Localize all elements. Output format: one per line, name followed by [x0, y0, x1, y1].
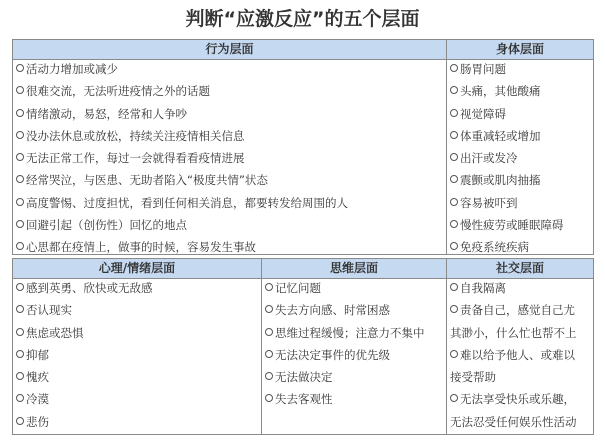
- list-item-text: 没办法休息或放松，持续关注疫情相关信息: [26, 128, 245, 143]
- circle-bullet-icon: [450, 350, 458, 358]
- social-list: [450, 277, 592, 433]
- circle-bullet-icon: [265, 350, 273, 358]
- list-item: [16, 58, 444, 80]
- circle-bullet-icon: [265, 394, 273, 402]
- circle-bullet-icon: [450, 175, 458, 183]
- circle-bullet-icon: [16, 328, 24, 336]
- list-item-text: 高度警惕、过度担忧，看到任何相关消息，都要转发给周围的人: [26, 195, 348, 210]
- list-item-text: 失去方向感、时常困惑: [275, 303, 390, 318]
- list-item: [16, 147, 444, 169]
- circle-bullet-icon: [450, 64, 458, 72]
- list-item-text: 难以给予他人、或难以: [460, 347, 575, 362]
- circle-bullet-icon: [265, 305, 273, 313]
- list-item-text: 震颤或肌肉抽搐: [460, 173, 541, 188]
- behavior-header: 行为层面: [12, 39, 447, 60]
- list-item: [16, 277, 259, 299]
- circle-bullet-icon: [450, 153, 458, 161]
- list-item-text: 无法做决定: [275, 370, 333, 385]
- list-item-text: 无法忍受任何娱乐性活动: [450, 414, 577, 429]
- list-item-text: 悲伤: [26, 414, 49, 429]
- list-item: [16, 125, 444, 147]
- list-item: [450, 125, 592, 147]
- list-item-text: 无法决定事件的优先级: [275, 347, 390, 362]
- list-item: [450, 192, 592, 214]
- list-item-text: 视觉障碍: [460, 106, 506, 121]
- list-item-text: 无法正常工作，每过一会就得看看疫情进展: [26, 151, 245, 166]
- circle-bullet-icon: [16, 153, 24, 161]
- circle-bullet-icon: [16, 64, 24, 72]
- circle-bullet-icon: [16, 86, 24, 94]
- list-item-text: 焦虑或恐惧: [26, 325, 84, 340]
- circle-bullet-icon: [450, 242, 458, 250]
- list-item: [450, 236, 592, 258]
- list-item: [265, 299, 444, 321]
- list-item: [16, 322, 259, 344]
- list-item-text: 出汗或发冷: [460, 151, 518, 166]
- list-item: [450, 58, 592, 80]
- circle-bullet-icon: [450, 220, 458, 228]
- list-item: [450, 147, 592, 169]
- list-item: [16, 80, 444, 102]
- circle-bullet-icon: [16, 417, 24, 425]
- list-item-text: 其渺小，什么忙也帮不上: [450, 325, 577, 340]
- body-list: [450, 58, 592, 259]
- list-item: [16, 299, 259, 321]
- list-item: [450, 299, 592, 321]
- list-item-text: 记忆问题: [275, 281, 321, 295]
- list-item-text: 免疫系统疾病: [460, 240, 529, 255]
- list-item-text: 心思都在疫情上，做事的时候，容易发生事故: [26, 240, 256, 255]
- list-item-text: 思维过程缓慢；注意力不集中: [275, 325, 425, 340]
- list-item: [450, 322, 592, 344]
- circle-bullet-icon: [450, 283, 458, 291]
- list-item: [16, 366, 259, 388]
- circle-bullet-icon: [16, 242, 24, 250]
- circle-bullet-icon: [450, 109, 458, 117]
- list-item: [16, 344, 259, 366]
- list-item-text: 回避引起（创伤性）回忆的地点: [26, 218, 187, 233]
- circle-bullet-icon: [16, 283, 24, 291]
- list-item: [450, 103, 592, 125]
- list-item-text: 体重减轻或增加: [460, 128, 541, 143]
- list-item-text: 感到英勇、欣快或无敌感: [26, 281, 153, 295]
- list-item-text: 容易被吓到: [460, 195, 518, 210]
- circle-bullet-icon: [450, 198, 458, 206]
- list-item: [265, 344, 444, 366]
- circle-bullet-icon: [16, 198, 24, 206]
- list-item-text: 接受帮助: [450, 370, 496, 385]
- list-item: [16, 103, 444, 125]
- behavior-list: [16, 58, 444, 259]
- emotion-list: [16, 277, 259, 433]
- circle-bullet-icon: [16, 372, 24, 380]
- list-item: [16, 388, 259, 410]
- list-item-text: 冷漠: [26, 392, 49, 407]
- list-item: [265, 366, 444, 388]
- circle-bullet-icon: [16, 350, 24, 358]
- circle-bullet-icon: [450, 86, 458, 94]
- list-item-text: 自我隔离: [460, 281, 506, 295]
- circle-bullet-icon: [265, 372, 273, 380]
- page-title: 判断“应激反应”的五个层面: [185, 8, 420, 30]
- list-item: [450, 411, 592, 433]
- circle-bullet-icon: [16, 394, 24, 402]
- circle-bullet-icon: [265, 328, 273, 336]
- list-item-text: 否认现实: [26, 303, 72, 318]
- list-item: [265, 322, 444, 344]
- list-item-text: 抑郁: [26, 347, 49, 362]
- list-item-text: 经常哭泣，与医患、无助者陷入“极度共情”状态: [26, 173, 268, 188]
- list-item-text: 肠胃问题: [460, 62, 506, 76]
- list-item-text: 失去客观性: [275, 392, 333, 407]
- bottom-divider-1: [261, 258, 262, 435]
- list-item-text: 责备自己，感觉自己尤: [460, 303, 575, 318]
- emotion-header: 心理/情绪层面: [12, 258, 262, 279]
- list-item: [450, 277, 592, 299]
- list-item-text: 头痛，其他酸痛: [460, 84, 541, 99]
- circle-bullet-icon: [16, 220, 24, 228]
- social-header: 社交层面: [446, 258, 594, 279]
- list-item: [265, 388, 444, 410]
- bottom-divider-2: [446, 258, 447, 435]
- list-item: [265, 277, 444, 299]
- list-item: [450, 80, 592, 102]
- circle-bullet-icon: [16, 109, 24, 117]
- list-item: [16, 411, 259, 433]
- list-item: [450, 169, 592, 191]
- circle-bullet-icon: [16, 305, 24, 313]
- list-item: [16, 169, 444, 191]
- circle-bullet-icon: [450, 305, 458, 313]
- list-item-text: 活动力增加或减少: [26, 62, 118, 76]
- circle-bullet-icon: [265, 283, 273, 291]
- body-header: 身体层面: [446, 39, 594, 60]
- list-item: [450, 344, 592, 366]
- circle-bullet-icon: [16, 131, 24, 139]
- top-divider: [446, 39, 447, 255]
- list-item: [16, 214, 444, 236]
- circle-bullet-icon: [16, 175, 24, 183]
- circle-bullet-icon: [450, 131, 458, 139]
- list-item: [450, 366, 592, 388]
- list-item-text: 很难交流，无法听进疫情之外的话题: [26, 84, 210, 99]
- list-item: [16, 236, 444, 258]
- circle-bullet-icon: [450, 394, 458, 402]
- list-item: [450, 214, 592, 236]
- list-item: [450, 388, 592, 410]
- list-item-text: 慢性疲劳或睡眠障碍: [460, 218, 564, 233]
- list-item-text: 愧疚: [26, 370, 49, 385]
- list-item-text: 情绪激动，易怒，经常和人争吵: [26, 106, 187, 121]
- list-item: [16, 192, 444, 214]
- list-item-text: 无法享受快乐或乐趣，: [460, 392, 575, 407]
- thinking-list: [265, 277, 444, 411]
- thinking-header: 思维层面: [261, 258, 447, 279]
